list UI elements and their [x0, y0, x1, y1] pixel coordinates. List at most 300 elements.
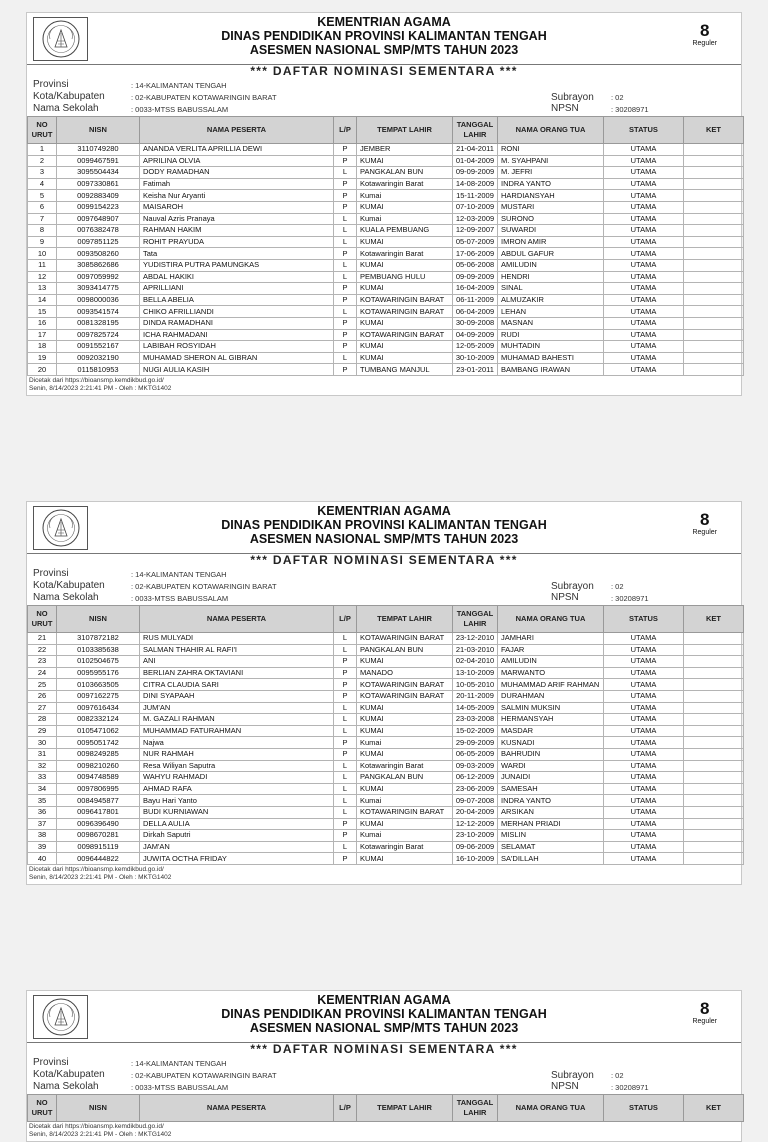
cell-ket [684, 633, 744, 645]
cell-status: UTAMA [604, 201, 684, 213]
cell-orang-tua: MASNAN [498, 317, 604, 329]
cell-nama: JAM'AN [140, 841, 334, 853]
npsn-value: : 30208971 [611, 594, 649, 603]
col-no-urut: NO URUT [28, 1095, 57, 1122]
print-source: Dicetak dari https://bioansmp.kemdikbud.go.id/ [29, 865, 164, 873]
ministry-title: KEMENTRIAN AGAMA [317, 993, 451, 1007]
cell-lp: L [334, 841, 357, 853]
cell-status: UTAMA [604, 294, 684, 306]
cell-tempat: Kumai [357, 737, 453, 749]
subrayon-label: Subrayon [551, 581, 594, 592]
cell-tempat: KOTAWARINGIN BARAT [357, 633, 453, 645]
print-timestamp: Senin, 8/14/2023 2:21:41 PM - Oleh : MKTG1402 [29, 1131, 172, 1138]
cell-orang-tua: M. SYAHPANI [498, 155, 604, 167]
cell-tanggal: 12-03-2009 [453, 213, 498, 225]
cell-tanggal: 23-10-2009 [453, 830, 498, 842]
kota-label: Kota/Kabupaten [33, 91, 105, 102]
cell-lp: P [334, 679, 357, 691]
npsn-value: : 30208971 [611, 105, 649, 114]
cell-nisn: 0097616434 [57, 702, 140, 714]
cell-lp: P [334, 248, 357, 260]
cell-tanggal: 06-04-2009 [453, 306, 498, 318]
cell-status: UTAMA [604, 667, 684, 679]
cell-nama: MUHAMMAD FATURAHMAN [140, 725, 334, 737]
col-nisn: NISN [57, 117, 140, 144]
cell-lp: L [334, 772, 357, 784]
cell-orang-tua: SURONO [498, 213, 604, 225]
cell-orang-tua: FAJAR [498, 644, 604, 656]
cell-ket [684, 714, 744, 726]
cell-status: UTAMA [604, 236, 684, 248]
cell-nama: DELLA AULIA [140, 818, 334, 830]
cell-ket [684, 795, 744, 807]
cell-nisn: 0103663505 [57, 679, 140, 691]
cell-nama: Resa Wiliyan Saputra [140, 760, 334, 772]
cell-tempat: Kumai [357, 795, 453, 807]
cell-tempat: TUMBANG MANJUL [357, 364, 453, 376]
nomination-table [27, 116, 744, 376]
office-title: DINAS PENDIDIKAN PROVINSI KALIMANTAN TENGAH [221, 29, 547, 43]
cell-orang-tua: ALMUZAKIR [498, 294, 604, 306]
cell-status: UTAMA [604, 167, 684, 179]
table-row [28, 341, 744, 353]
cell-tanggal: 06-12-2009 [453, 772, 498, 784]
cell-status: UTAMA [604, 352, 684, 364]
region-code: 8 [700, 510, 710, 529]
cell-tempat: KUMAI [357, 853, 453, 865]
cell-no: 10 [28, 248, 57, 260]
cell-lp: L [334, 702, 357, 714]
sekolah-value: : 0033-MTSS BABUSSALAM [131, 105, 229, 114]
cell-ket [684, 317, 744, 329]
col-nama-orang-tua: NAMA ORANG TUA [498, 1095, 604, 1122]
cell-orang-tua: BAMBANG IRAWAN [498, 364, 604, 376]
table-row [28, 225, 744, 237]
cell-tempat: KUMAI [357, 783, 453, 795]
cell-ket [684, 341, 744, 353]
cell-status: UTAMA [604, 364, 684, 376]
cell-nama: CITRA CLAUDIA SARI [140, 679, 334, 691]
col-lp: L/P [334, 117, 357, 144]
cell-lp: L [334, 352, 357, 364]
cell-lp: P [334, 341, 357, 353]
cell-status: UTAMA [604, 283, 684, 295]
cell-lp: P [334, 667, 357, 679]
cell-tempat: KUMAI [357, 656, 453, 668]
cell-ket [684, 225, 744, 237]
cell-ket [684, 679, 744, 691]
cell-nisn: 0097825724 [57, 329, 140, 341]
table-row [28, 329, 744, 341]
npsn-label: NPSN [551, 103, 579, 114]
cell-orang-tua: MISLIN [498, 830, 604, 842]
cell-tempat: KUMAI [357, 341, 453, 353]
exam-title: ASESMEN NASIONAL SMP/MTS TAHUN 2023 [249, 532, 519, 546]
cell-tempat: KOTAWARINGIN BARAT [357, 679, 453, 691]
cell-tanggal: 21-03-2010 [453, 644, 498, 656]
cell-lp: P [334, 317, 357, 329]
cell-status: UTAMA [604, 656, 684, 668]
cell-tempat: PEMBUANG HULU [357, 271, 453, 283]
col-nama-peserta: NAMA PESERTA [140, 1095, 334, 1122]
cell-status: UTAMA [604, 679, 684, 691]
table-row [28, 656, 744, 668]
cell-lp: P [334, 283, 357, 295]
cell-lp: L [334, 236, 357, 248]
cell-no: 19 [28, 352, 57, 364]
cell-nisn: 0098249285 [57, 748, 140, 760]
cell-no: 34 [28, 783, 57, 795]
subrayon-value: : 02 [611, 93, 624, 102]
cell-ket [684, 271, 744, 283]
print-timestamp: Senin, 8/14/2023 2:21:41 PM - Oleh : MKTG1402 [29, 873, 172, 881]
cell-tempat: JEMBER [357, 144, 453, 156]
nomination-table [27, 1094, 744, 1122]
print-footer [27, 1122, 741, 1141]
cell-lp: L [334, 714, 357, 726]
provinsi-value: : 14-KALIMANTAN TENGAH [131, 81, 227, 90]
cell-ket [684, 213, 744, 225]
cell-nisn: 0093508260 [57, 248, 140, 260]
office-title: DINAS PENDIDIKAN PROVINSI KALIMANTAN TENGAH [221, 518, 547, 532]
cell-no: 28 [28, 714, 57, 726]
cell-orang-tua: ARSIKAN [498, 806, 604, 818]
cell-orang-tua: SA'DILLAH [498, 853, 604, 865]
cell-ket [684, 667, 744, 679]
cell-no: 7 [28, 213, 57, 225]
cell-tempat: KUMAI [357, 236, 453, 248]
program-type: Reguler [692, 529, 717, 536]
table-row [28, 772, 744, 784]
cell-nama: APRILINA OLVIA [140, 155, 334, 167]
cell-orang-tua: AMILUDIN [498, 259, 604, 271]
table-row [28, 679, 744, 691]
cell-nama: CHIKO AFRILLIANDI [140, 306, 334, 318]
cell-ket [684, 725, 744, 737]
cell-orang-tua: KUSNADI [498, 737, 604, 749]
cell-status: UTAMA [604, 818, 684, 830]
cell-status: UTAMA [604, 317, 684, 329]
cell-no: 11 [28, 259, 57, 271]
table-row [28, 271, 744, 283]
col-nama-peserta: NAMA PESERTA [140, 117, 334, 144]
col-tanggal-lahir: TANGGAL LAHIR [453, 117, 498, 144]
cell-tempat: PANGKALAN BUN [357, 772, 453, 784]
cell-ket [684, 806, 744, 818]
report-header [27, 991, 741, 1041]
list-title: *** DAFTAR NOMINASI SEMENTARA *** [27, 64, 741, 78]
cell-ket [684, 841, 744, 853]
cell-orang-tua: DURAHMAN [498, 690, 604, 702]
print-source: Dicetak dari https://bioansmp.kemdikbud.go.id/ [29, 376, 164, 384]
table-row [28, 259, 744, 271]
cell-nama: WAHYU RAHMADI [140, 772, 334, 784]
cell-orang-tua: JAMHARI [498, 633, 604, 645]
cell-tanggal: 09-07-2008 [453, 795, 498, 807]
sekolah-label: Nama Sekolah [33, 1081, 99, 1092]
cell-no: 25 [28, 679, 57, 691]
cell-nisn: 3095504434 [57, 167, 140, 179]
provinsi-value: : 14-KALIMANTAN TENGAH [131, 1059, 227, 1068]
cell-nama: BUDI KURNIAWAN [140, 806, 334, 818]
cell-tanggal: 20-04-2009 [453, 806, 498, 818]
cell-ket [684, 690, 744, 702]
sekolah-value: : 0033-MTSS BABUSSALAM [131, 594, 229, 603]
cell-ket [684, 644, 744, 656]
cell-no: 40 [28, 853, 57, 865]
cell-nama: SALMAN THAHIR AL RAFI'I [140, 644, 334, 656]
table-header-row [28, 1095, 744, 1122]
col-lp: L/P [334, 1095, 357, 1122]
cell-ket [684, 830, 744, 842]
print-footer [27, 865, 741, 884]
cell-ket [684, 248, 744, 260]
cell-orang-tua: MERHAN PRIADI [498, 818, 604, 830]
cell-tempat: KUMAI [357, 283, 453, 295]
cell-status: UTAMA [604, 772, 684, 784]
cell-ket [684, 737, 744, 749]
cell-status: UTAMA [604, 830, 684, 842]
cell-ket [684, 352, 744, 364]
cell-nama: RUS MULYADI [140, 633, 334, 645]
cell-status: UTAMA [604, 225, 684, 237]
table-row [28, 155, 744, 167]
report-page [26, 12, 742, 396]
print-timestamp: Senin, 8/14/2023 2:21:41 PM - Oleh : MKTG1402 [29, 384, 172, 392]
cell-no: 24 [28, 667, 57, 679]
cell-orang-tua: MUHAMMAD ARIF RAHMAN [498, 679, 604, 691]
col-nisn: NISN [57, 606, 140, 633]
cell-nama: MAISAROH [140, 201, 334, 213]
cell-tanggal: 23-12-2010 [453, 633, 498, 645]
cell-nisn: 0098670281 [57, 830, 140, 842]
col-nama-orang-tua: NAMA ORANG TUA [498, 117, 604, 144]
cell-nama: NUR RAHMAH [140, 748, 334, 760]
cell-lp: L [334, 213, 357, 225]
table-row [28, 783, 744, 795]
cell-tanggal: 06-05-2009 [453, 748, 498, 760]
cell-tempat: PANGKALAN BUN [357, 167, 453, 179]
provinsi-value: : 14-KALIMANTAN TENGAH [131, 570, 227, 579]
cell-no: 5 [28, 190, 57, 202]
cell-lp: L [334, 725, 357, 737]
cell-status: UTAMA [604, 178, 684, 190]
provinsi-label: Provinsi [33, 79, 69, 90]
cell-orang-tua: MUHAMAD BAHESTI [498, 352, 604, 364]
cell-nisn: 0097806995 [57, 783, 140, 795]
cell-nama: LABIBAH ROSYIDAH [140, 341, 334, 353]
cell-ket [684, 702, 744, 714]
col-status: STATUS [604, 1095, 684, 1122]
cell-tanggal: 13-10-2009 [453, 667, 498, 679]
cell-nisn: 0076382478 [57, 225, 140, 237]
cell-status: UTAMA [604, 190, 684, 202]
cell-nama: DINI SYAPAAH [140, 690, 334, 702]
cell-tempat: PANGKALAN BUN [357, 644, 453, 656]
cell-nisn: 0098915119 [57, 841, 140, 853]
cell-nama: RAHMAN HAKIM [140, 225, 334, 237]
cell-tanggal: 09-09-2009 [453, 167, 498, 179]
cell-nisn: 0084945877 [57, 795, 140, 807]
kota-value: : 02-KABUPATEN KOTAWARINGIN BARAT [131, 582, 277, 591]
cell-no: 32 [28, 760, 57, 772]
cell-ket [684, 772, 744, 784]
cell-tanggal: 02-04-2010 [453, 656, 498, 668]
cell-orang-tua: WARDI [498, 760, 604, 772]
cell-nisn: 0082332124 [57, 714, 140, 726]
cell-status: UTAMA [604, 248, 684, 260]
cell-lp: P [334, 830, 357, 842]
cell-nisn: 0099467591 [57, 155, 140, 167]
table-row [28, 725, 744, 737]
cell-ket [684, 748, 744, 760]
list-title: *** DAFTAR NOMINASI SEMENTARA *** [27, 1042, 741, 1056]
program-type: Reguler [692, 40, 717, 47]
cell-tempat: KUMAI [357, 725, 453, 737]
cell-tempat: Kotawaringin Barat [357, 760, 453, 772]
cell-tempat: KUMAI [357, 748, 453, 760]
cell-nisn: 0097648907 [57, 213, 140, 225]
cell-tanggal: 15-02-2009 [453, 725, 498, 737]
cell-nisn: 0081328195 [57, 317, 140, 329]
cell-tempat: Kotawaringin Barat [357, 841, 453, 853]
cell-tanggal: 09-03-2009 [453, 760, 498, 772]
cell-orang-tua: LEHAN [498, 306, 604, 318]
cell-tanggal: 12-12-2009 [453, 818, 498, 830]
cell-no: 14 [28, 294, 57, 306]
npsn-label: NPSN [551, 592, 579, 603]
report-page [26, 990, 742, 1142]
col-nama-peserta: NAMA PESERTA [140, 606, 334, 633]
cell-orang-tua: MARWANTO [498, 667, 604, 679]
cell-lp: P [334, 201, 357, 213]
cell-orang-tua: JUNAIDI [498, 772, 604, 784]
school-info [27, 1056, 741, 1094]
cell-nisn: 0097851125 [57, 236, 140, 248]
table-row [28, 795, 744, 807]
col-nama-orang-tua: NAMA ORANG TUA [498, 606, 604, 633]
table-row [28, 201, 744, 213]
cell-no: 12 [28, 271, 57, 283]
cell-tanggal: 07-10-2009 [453, 201, 498, 213]
cell-orang-tua: RONI [498, 144, 604, 156]
cell-ket [684, 259, 744, 271]
cell-tanggal: 14-05-2009 [453, 702, 498, 714]
cell-ket [684, 294, 744, 306]
cell-tanggal: 21-04-2011 [453, 144, 498, 156]
cell-nama: M. GAZALI RAHMAN [140, 714, 334, 726]
cell-status: UTAMA [604, 702, 684, 714]
cell-no: 16 [28, 317, 57, 329]
cell-orang-tua: SUWARDI [498, 225, 604, 237]
cell-no: 6 [28, 201, 57, 213]
cell-status: UTAMA [604, 725, 684, 737]
cell-ket [684, 364, 744, 376]
ministry-title: KEMENTRIAN AGAMA [317, 504, 451, 518]
cell-nisn: 0094748589 [57, 772, 140, 784]
col-no-urut: NO URUT [28, 606, 57, 633]
cell-status: UTAMA [604, 155, 684, 167]
cell-tanggal: 17-06-2009 [453, 248, 498, 260]
cell-tanggal: 04-09-2009 [453, 329, 498, 341]
cell-tempat: KUMAI [357, 155, 453, 167]
cell-nama: Nauval Azris Pranaya [140, 213, 334, 225]
table-row [28, 144, 744, 156]
cell-nama: Dirkah Saputri [140, 830, 334, 842]
cell-no: 39 [28, 841, 57, 853]
cell-nisn: 0096417801 [57, 806, 140, 818]
table-row [28, 248, 744, 260]
cell-nisn: 0105471062 [57, 725, 140, 737]
cell-tanggal: 16-10-2009 [453, 853, 498, 865]
cell-lp: P [334, 737, 357, 749]
cell-no: 4 [28, 178, 57, 190]
cell-nisn: 0095955176 [57, 667, 140, 679]
table-row [28, 236, 744, 248]
table-row [28, 213, 744, 225]
col-ket: KET [684, 117, 744, 144]
cell-tanggal: 20-11-2009 [453, 690, 498, 702]
cell-orang-tua: IMRON AMIR [498, 236, 604, 248]
cell-nisn: 0092032190 [57, 352, 140, 364]
col-tanggal-lahir: TANGGAL LAHIR [453, 1095, 498, 1122]
cell-status: UTAMA [604, 690, 684, 702]
cell-nama: MUHAMAD SHERON AL GIBRAN [140, 352, 334, 364]
col-tempat-lahir: TEMPAT LAHIR [357, 117, 453, 144]
cell-tanggal: 09-06-2009 [453, 841, 498, 853]
nomination-table [27, 605, 744, 865]
col-ket: KET [684, 606, 744, 633]
subrayon-label: Subrayon [551, 1070, 594, 1081]
cell-ket [684, 283, 744, 295]
cell-tanggal: 30-10-2009 [453, 352, 498, 364]
npsn-label: NPSN [551, 1081, 579, 1092]
table-header-row [28, 117, 744, 144]
cell-nisn: 0093541574 [57, 306, 140, 318]
cell-tempat: KOTAWARINGIN BARAT [357, 690, 453, 702]
cell-no: 37 [28, 818, 57, 830]
cell-tempat: KUMAI [357, 702, 453, 714]
cell-nisn: 0102504675 [57, 656, 140, 668]
cell-lp: P [334, 656, 357, 668]
cell-orang-tua: HENDRI [498, 271, 604, 283]
cell-lp: P [334, 329, 357, 341]
kota-label: Kota/Kabupaten [33, 580, 105, 591]
npsn-value: : 30208971 [611, 1083, 649, 1092]
cell-nama: Najwa [140, 737, 334, 749]
cell-ket [684, 178, 744, 190]
subrayon-value: : 02 [611, 582, 624, 591]
cell-tempat: KUMAI [357, 259, 453, 271]
cell-ket [684, 201, 744, 213]
cell-tempat: Kotawaringin Barat [357, 178, 453, 190]
cell-nisn: 0103385638 [57, 644, 140, 656]
cell-no: 21 [28, 633, 57, 645]
cell-nama: BELLA ABELIA [140, 294, 334, 306]
cell-ket [684, 656, 744, 668]
cell-no: 30 [28, 737, 57, 749]
cell-nama: Keisha Nur Aryanti [140, 190, 334, 202]
cell-status: UTAMA [604, 329, 684, 341]
cell-ket [684, 190, 744, 202]
cell-no: 2 [28, 155, 57, 167]
cell-no: 1 [28, 144, 57, 156]
cell-nama: ABDAL HAKIKI [140, 271, 334, 283]
cell-lp: L [334, 225, 357, 237]
col-status: STATUS [604, 117, 684, 144]
region-code: 8 [700, 21, 710, 40]
table-row [28, 853, 744, 865]
